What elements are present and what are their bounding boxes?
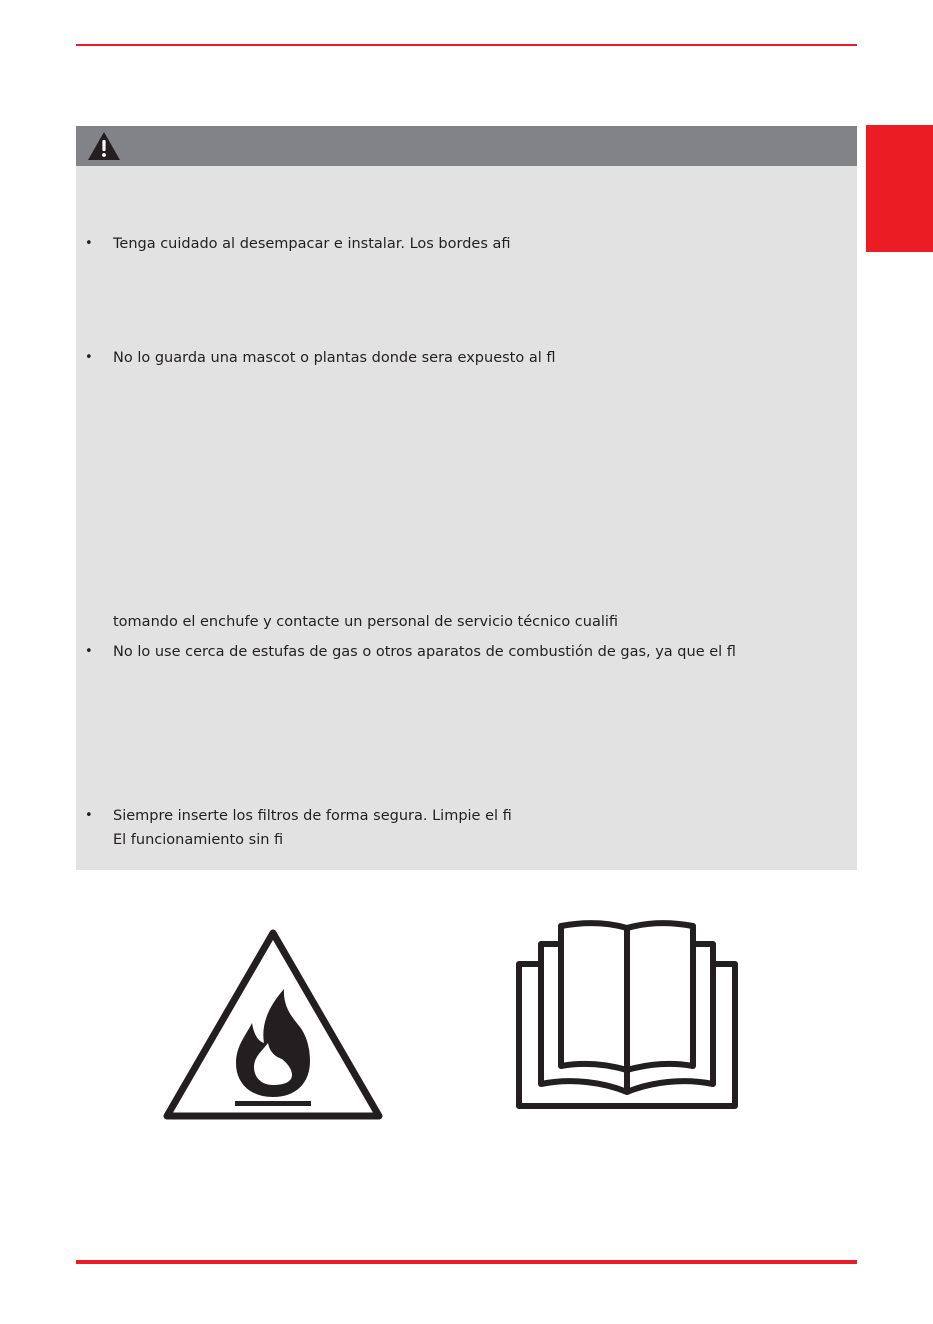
warning-item-continuation — [76, 828, 857, 852]
top-rule — [76, 44, 857, 46]
warning-item: • Siempre inserte los filtros de forma segura. Limpie el fi — [76, 804, 857, 828]
flammable-warning-icon — [160, 925, 386, 1121]
warning-item: • No lo guarda una mascot o plantas donde sera expuesto al fl — [76, 346, 857, 370]
read-manual-icon — [511, 916, 743, 1114]
warning-item: • Tenga cuidado al desempacar e instalar. Los bordes afi — [76, 232, 857, 256]
warning-item-text: Siempre inserte los filtros de forma segura. Limpie el fi — [113, 808, 512, 824]
warning-triangle-icon — [87, 131, 121, 161]
warning-item-text: No lo use cerca de estufas de gas o otros aparatos de combustión de gas, ya que el fl — [113, 644, 736, 660]
warning-item-text: El funcionamiento sin fi — [113, 832, 284, 848]
section-tab-marker — [866, 125, 933, 252]
warning-item: • No lo use cerca de estufas de gas o otros aparatos de combustión de gas, ya que el fl — [76, 640, 857, 664]
warning-header — [76, 126, 857, 166]
bottom-rule — [76, 1260, 857, 1264]
warning-item-continuation — [76, 610, 857, 634]
warning-item-text: Tenga cuidado al desempacar e instalar. Los bordes afi — [113, 236, 511, 252]
warning-item-text: No lo guarda una mascot o plantas donde sera expuesto al fl — [113, 350, 556, 366]
warning-panel — [76, 166, 857, 870]
warning-item-text: tomando el enchufe y contacte un personal de servicio técnico cualifi — [113, 614, 619, 630]
